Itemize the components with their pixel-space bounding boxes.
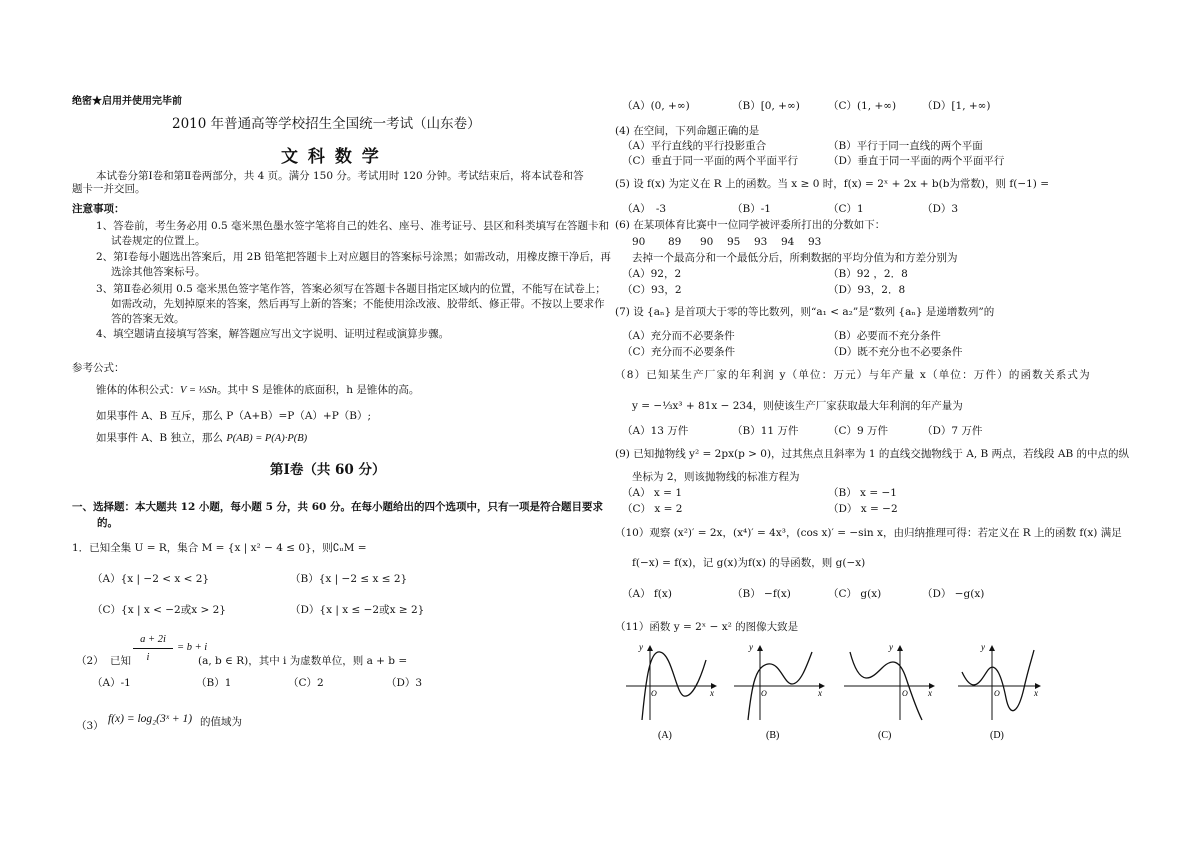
graph-b-origin: O <box>761 689 767 698</box>
graph-a-y-label: y <box>639 642 643 652</box>
q4-option-c: （C）垂直于同一平面的两个平面平行 <box>622 155 799 167</box>
graph-a-origin: O <box>651 689 657 698</box>
q9-stem: (9) 已知抛物线 y² = 2px(p > 0)，过其焦点且斜率为 1 的直线交抛物线于 A, B 两点，若线段 AB 的中点的纵 <box>615 448 1130 460</box>
graph-c-caption: (C) <box>878 730 892 741</box>
note-4: 4、填空题请直接填写答案，解答题应写出文字说明、证明过程或演算步骤。 <box>96 328 450 340</box>
q9-option-c: （C） x = 2 <box>622 503 683 515</box>
q8-line2: y = −⅓x³ + 81x − 234，则使该生产厂家获取最大年利润的年产量为 <box>632 400 963 412</box>
confidential-mark: 绝密★启用并使用完毕前 <box>72 96 182 107</box>
q8-option-d: （D）7 万件 <box>922 425 983 437</box>
q6-score-6: 94 <box>781 236 795 248</box>
graph-a-x-label: x <box>710 688 714 698</box>
graph-a <box>626 642 716 741</box>
q6-option-d: （D）93，2．8 <box>828 284 906 296</box>
q11-graphs <box>620 638 1050 746</box>
q8-option-c: （C）9 万件 <box>828 425 889 437</box>
indep-formula: P(AB) = P(A)·P(B) <box>226 433 308 444</box>
q9-option-d: （D） x = −2 <box>828 503 898 515</box>
q2-condition: (a, b ∈ R)，其中 i 为虚数单位，则 a + b = <box>198 655 408 667</box>
q10-option-a: （A） f(x) <box>622 588 672 600</box>
note-1: 1、答卷前，考生务必用 0.5 毫米黑色墨水签字笔将自己的姓名、座号、准考证号、县区和科类填写在答题卡和试卷规定的位置上。 <box>96 220 610 248</box>
graph-d-origin: O <box>994 689 1000 698</box>
exam-title: 2010 年普通高等学校招生全国统一考试（山东卷） <box>172 116 481 132</box>
graph-d-x-label: x <box>1034 688 1038 698</box>
q4-option-b: （B）平行于同一直线的两个平面 <box>828 140 983 152</box>
q7-option-c: （C）充分而不必要条件 <box>622 346 736 358</box>
q10-line2: f(−x) = f(x)，记 g(x)为f(x) 的导函数，则 g(−x) <box>632 557 866 569</box>
q3-option-d: （D）[1, +∞) <box>922 100 991 112</box>
q10-option-c: （C） g(x) <box>828 588 882 600</box>
q7-option-d: （D）既不充分也不必要条件 <box>828 346 963 358</box>
q2-fraction-numerator: a + 2i <box>140 634 166 645</box>
q3-option-b: （B）[0, +∞) <box>732 100 800 112</box>
section-title: 第Ⅰ卷（共 60 分） <box>270 462 386 478</box>
q2-fraction-bar <box>133 648 173 649</box>
intro-paragraph: 本试卷分第Ⅰ卷和第Ⅱ卷两部分，共 4 页。满分 150 分。考试用时 120 分钟。考试结束后，将本试卷和答题卡一并交回。 <box>72 170 584 196</box>
q1-option-a: （A）{x | −2 < x < 2} <box>92 573 210 585</box>
ref-indep: 如果事件 A、B 独立，那么 P(AB) = P(A)·P(B) <box>96 432 308 444</box>
q2-option-a: （A）-1 <box>92 677 131 689</box>
q2-known: 已知 <box>110 655 131 667</box>
q11-stem: （11）函数 y = 2ˣ − x² 的图像大致是 <box>615 621 799 633</box>
q6-option-a: （A）92，2 <box>622 268 682 280</box>
q6-score-7: 93 <box>808 236 822 248</box>
q2-option-b: （B）1 <box>196 677 232 689</box>
cone-formula: V = ⅓Sh <box>180 385 217 396</box>
q6-score-4: 95 <box>727 236 741 248</box>
note-3: 3、第Ⅱ卷必须用 0.5 毫米黑色签字笔作答，答案必须写在答题卡各题目指定区域内的位置，不能写在试卷上；如需改动，先划掉原来的答案，然后再写上新的答案；不能使用涂改液、胶带纸、修正带。不按以上要求作答的答案无效。 <box>96 283 606 326</box>
q1-option-c: （C）{x | x < −2或x > 2} <box>92 604 226 616</box>
q9-option-a: （A） x = 1 <box>622 487 682 499</box>
q6-line2: 去掉一个最高分和一个最低分后，所剩数据的平均分值为和方差分别为 <box>632 252 958 264</box>
ref-cone: 锥体的体积公式：V = ⅓Sh。其中 S 是锥体的底面积，h 是锥体的高。 <box>96 384 420 396</box>
q1-option-d: （D）{x | x ≤ −2或x ≥ 2} <box>290 604 425 616</box>
q4-stem: (4) 在空间，下列命题正确的是 <box>615 125 760 137</box>
q4-option-d: （D）垂直于同一平面的两个平面平行 <box>828 155 1005 167</box>
graph-b-caption: (B) <box>766 730 780 741</box>
graph-d-y-label: y <box>981 642 985 652</box>
q1-stem: 1．已知全集 U = R，集合 M = {x | x² − 4 ≤ 0}，则∁ᵤM = <box>72 542 367 554</box>
q6-score-2: 89 <box>668 236 682 248</box>
q5-option-c: （C）1 <box>828 203 864 215</box>
subject-title: 文 科 数 学 <box>281 147 381 167</box>
q3-tail: 的值域为 <box>200 716 242 728</box>
q7-option-a: （A）充分而不必要条件 <box>622 330 735 342</box>
q2-option-d: （D）3 <box>386 677 423 689</box>
q3-option-c: （C）(1, +∞) <box>828 100 897 112</box>
q5-option-b: （B）-1 <box>732 203 771 215</box>
graph-c-x-label: x <box>928 688 932 698</box>
graph-d-caption: (D) <box>990 730 1004 741</box>
q5-option-a: （A） -3 <box>622 203 667 215</box>
q6-score-3: 90 <box>700 236 714 248</box>
q10-option-d: （D） −g(x) <box>922 588 985 600</box>
q8-option-a: （A）13 万件 <box>622 425 689 437</box>
notes-title: 注意事项： <box>72 203 125 215</box>
q6-option-b: （B）92 ，2．8 <box>828 268 908 280</box>
ref-mutex: 如果事件 A、B 互斥，那么 P（A+B）=P（A）+P（B）; <box>96 410 372 422</box>
choice-instructions: 一、选择题：本大题共 12 小题，每小题 5 分，共 60 分。在每小题给出的四个选项中，只有一项是符合题目要求的。 <box>72 501 603 529</box>
graph-a-caption: (A) <box>658 730 672 741</box>
note-2: 2、第Ⅰ卷每小题选出答案后，用 2B 铅笔把答题卡上对应题目的答案标号涂黑；如需改动，用橡皮擦干净后，再选涂其他答案标号。 <box>96 251 611 279</box>
q3-option-a: （A）(0, +∞) <box>622 100 690 112</box>
graph-b-x-label: x <box>818 688 822 698</box>
q5-option-d: （D）3 <box>922 203 959 215</box>
q5-stem: (5) 设 f(x) 为定义在 R 上的函数。当 x ≥ 0 时，f(x) = 2ˣ + 2x + b(b为常数)，则 f(−1) = <box>615 178 1050 190</box>
q9-option-b: （B） x = −1 <box>828 487 897 499</box>
q10-option-b: （B） −f(x) <box>732 588 791 600</box>
q6-score-5: 93 <box>754 236 768 248</box>
q6-score-1: 90 <box>632 236 646 248</box>
q2-fraction-denominator: i <box>146 652 150 663</box>
graph-b <box>734 642 824 741</box>
graph-c-origin: O <box>902 689 908 698</box>
q8-option-b: （B）11 万件 <box>732 425 799 437</box>
q2-rhs: = b + i <box>177 642 208 653</box>
q6-option-c: （C）93，2 <box>622 284 682 296</box>
graph-b-y-label: y <box>749 642 753 652</box>
q6-stem: (6) 在某项体育比赛中一位同学被评委所打出的分数如下： <box>615 219 886 231</box>
q10-stem: （10）观察 (x²)′ = 2x，(x⁴)′ = 4x³，(cos x)′ = −sin x，由归纳推理可得：若定义在 R 上的函数 f(x) 满足 <box>615 527 1122 539</box>
q7-option-b: （B）必要而不充分条件 <box>828 330 941 342</box>
q3-label: （3） <box>76 720 104 732</box>
graph-d <box>958 642 1040 741</box>
graph-c-y-label: y <box>889 642 893 652</box>
q7-stem: (7) 设 {aₙ} 是首项大于零的等比数列，则“a₁ < a₂”是“数列 {aₙ} 是递增数列”的 <box>615 306 995 318</box>
q3-formula: f(x) = log₂(3ˣ + 1) <box>108 713 193 725</box>
q8-stem: （8）已知某生产厂家的年利润 y（单位：万元）与年产量 x（单位：万件）的函数关系式为 <box>615 369 1091 381</box>
q9-line2: 坐标为 2，则该抛物线的标准方程为 <box>632 471 800 483</box>
q2-option-c: （C）2 <box>288 677 324 689</box>
graph-c <box>844 642 934 741</box>
q2-label: （2） <box>76 655 104 667</box>
q1-option-b: （B）{x | −2 ≤ x ≤ 2} <box>290 573 408 585</box>
q4-option-a: （A）平行直线的平行投影重合 <box>622 140 767 152</box>
ref-formula-title: 参考公式： <box>72 362 125 374</box>
